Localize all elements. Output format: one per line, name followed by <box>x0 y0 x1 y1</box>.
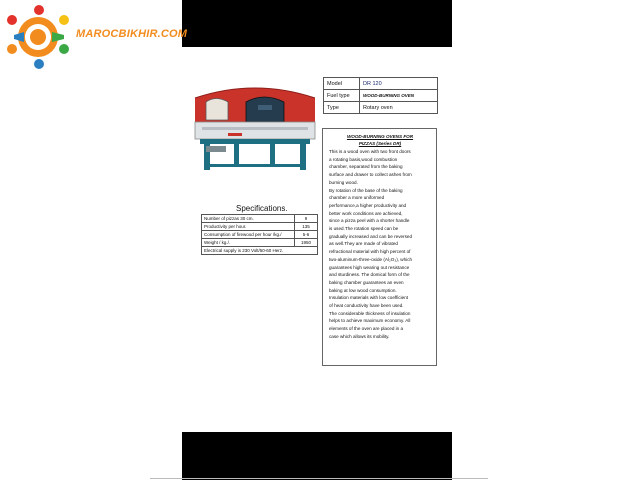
spec-value: 9 <box>295 215 318 223</box>
description-line: since a pizza peel with a shorter handle <box>329 218 410 224</box>
product-info-table <box>323 77 438 114</box>
description-line: baking at low wood consumption. <box>329 287 397 293</box>
description-line: chamber a more uniformed <box>329 195 385 201</box>
description-line: elements of the oven are placed in a <box>329 326 404 332</box>
spec-value: 1950 <box>295 239 318 247</box>
description-line: surface and drawer to collect ashes from <box>329 172 412 178</box>
description-line: better work conditions are achieved, <box>329 210 403 216</box>
description-line: chamber, separated from the baking <box>329 164 403 170</box>
description-line: is used.The rotation speed can be <box>329 226 399 232</box>
spec-label: Number of pizzas 30 cm. <box>202 215 295 223</box>
table-row <box>324 78 438 90</box>
description-title <box>329 133 431 147</box>
spec-label: Productivity per hour. <box>202 223 295 231</box>
info-value: DR 120 <box>360 78 438 90</box>
info-label: Model <box>324 78 360 90</box>
spec-label: Consumption of firewood per hour /kg./ <box>202 231 295 239</box>
description-line: performance,a higher productivity and <box>329 202 407 208</box>
description-line: of heat conductivity have been used. <box>329 303 404 309</box>
table-row <box>202 223 318 231</box>
table-row <box>202 231 318 239</box>
description-line: helps to achieve maximum economy. All <box>329 318 411 324</box>
info-label: Fuel type <box>324 90 360 102</box>
description-line: case which allows its mobility. <box>329 333 390 339</box>
description-line: gradually increased and can be reversed <box>329 233 412 239</box>
specifications-title: Specifications. <box>236 204 288 213</box>
description-line: as well.They are made of vibrated <box>329 241 398 247</box>
wood-burning-oven-illustration <box>192 78 318 178</box>
table-row <box>324 90 438 102</box>
table-row <box>202 215 318 223</box>
description-title-line: PIZZAS (Series DR) <box>358 141 402 146</box>
info-value: Rotary oven <box>360 102 438 114</box>
table-row <box>324 102 438 114</box>
info-label: Type <box>324 102 360 114</box>
spec-value: 135 <box>295 223 318 231</box>
description-line: By rotation of the base of the baking <box>329 187 403 193</box>
description-line: refractional material with high percent of <box>329 249 411 255</box>
spec-label: Weight / kg./. <box>202 239 295 247</box>
info-value: WOOD-BURNING OVEN <box>360 90 438 102</box>
description-line: two-aluminum-three-oxide (Al₂O₃), which <box>329 256 413 262</box>
specifications-table <box>201 214 318 255</box>
description-box <box>322 128 437 366</box>
bottom-divider <box>150 478 488 479</box>
description-title-line: WOOD-BURNING OVENS FOR <box>346 134 414 139</box>
description-line: The considerable thickness of insulation <box>329 310 411 316</box>
spec-footer: Electrical supply is 230 Volt/50-60 Herz. <box>202 247 318 255</box>
marocbikhir-logo-icon <box>2 2 74 72</box>
description-line: a rotating basis,wood combustion <box>329 156 398 162</box>
table-row <box>202 239 318 247</box>
description-line: and sturdiness. The domical form of the <box>329 272 410 278</box>
description-line: guarantees high wearing out resistance <box>329 264 410 270</box>
description-line: Insulation materials with low coefficient <box>329 295 409 301</box>
spec-value: 5-6 <box>295 231 318 239</box>
description-body <box>329 148 431 341</box>
top-black-bar <box>182 0 452 47</box>
bottom-black-bar <box>182 432 452 480</box>
description-line: This is a wood oven with two front doors <box>329 149 411 154</box>
table-row <box>202 247 318 255</box>
description-line: burning wood. <box>329 179 358 185</box>
description-line: baking chamber guarantees an even <box>329 279 404 285</box>
brand-name[interactable]: MAROCBIKHIR.COM <box>76 28 188 40</box>
